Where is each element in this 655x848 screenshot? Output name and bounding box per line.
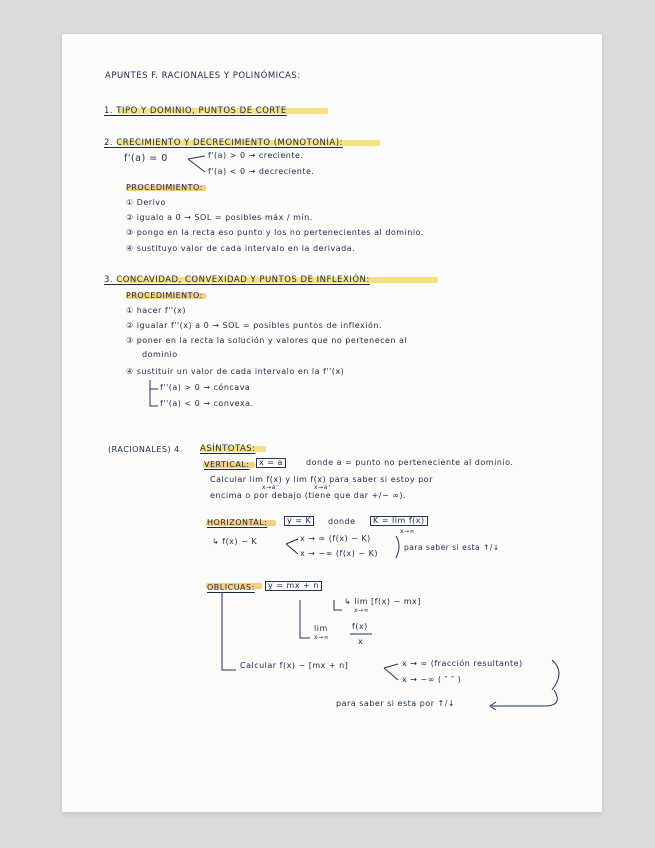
oblique-minus-inf: x → −∞ ( ″ ″ ) xyxy=(402,675,462,684)
oblique-n-formula: ↳ lim [f(x) − mx] xyxy=(344,597,421,606)
vertical-calc-2: encima o por debajo (tiene que dar +/− ∞). xyxy=(210,491,407,500)
page-title: APUNTES F. RACIONALES Y POLINÓMICAS: xyxy=(105,71,301,81)
oblique-calc: Calcular f(x) − [mx + n] xyxy=(240,661,349,670)
vertical-description: donde a = punto no perteneciente al dominio. xyxy=(306,458,514,467)
s3-step-1: ① hacer f''(x) xyxy=(126,306,187,315)
section-3-heading: 3. CONCAVIDAD, CONVEXIDAD Y PUNTOS DE INFLEXIÓN: xyxy=(104,275,370,285)
horizontal-where: donde xyxy=(328,517,356,526)
s2-step-1: ① Derivo xyxy=(126,198,166,207)
vertical-lim-right: x→a⁺ xyxy=(314,484,332,491)
vertical-calc-1: Calcular lim f(x) y lim f(x) para saber si estoy por xyxy=(210,475,433,484)
section-4-heading: ASÍNTOTAS: xyxy=(200,444,256,454)
oblique-plus-inf: x → ∞ (fracción resultante) xyxy=(402,659,523,668)
s2-step-3: ③ pongo en la recta eso punto y los no pertenecientes al dominio. xyxy=(126,228,424,237)
vertical-lim-left: x→a⁻ xyxy=(262,484,280,491)
s3-procedure-label: PROCEDIMIENTO: xyxy=(126,291,203,300)
s3-convex: f''(a) < 0 → convexa. xyxy=(160,399,254,408)
s3-step-3-cont: dominio xyxy=(142,350,178,359)
section-2-heading: 2. CRECIMIENTO Y DECRECIMIENTO (MONOTONÍA): xyxy=(104,138,343,148)
oblique-n-sub: x→∞ xyxy=(354,607,370,614)
vertical-equation: x = a xyxy=(256,458,286,468)
horizontal-difference: ↳ f(x) − K xyxy=(212,537,258,546)
notebook-page xyxy=(62,34,602,812)
horizontal-k-definition: K = lim f(x) xyxy=(370,516,428,526)
oblique-label: OBLICUAS: xyxy=(207,583,255,592)
s2-derivative-zero: f'(a) = 0 xyxy=(124,153,168,164)
s2-increasing: f'(a) > 0 → creciente. xyxy=(208,151,304,160)
s2-procedure-label: PROCEDIMIENTO: xyxy=(126,183,203,192)
s3-step-4: ④ sustituir un valor de cada intervalo en la f''(x) xyxy=(126,367,345,376)
s3-step-2: ② igualar f''(x) a 0 → SOL = posibles puntos de inflexión. xyxy=(126,321,383,330)
s4-prefix: (RACIONALES) 4. xyxy=(108,445,183,454)
s3-step-3: ③ poner en la recta la solución y valores que no pertenecen al xyxy=(126,336,408,345)
s2-step-2: ② igualo a 0 → SOL = posibles máx / mín. xyxy=(126,213,313,222)
oblique-m-denominator: x xyxy=(358,637,364,646)
oblique-m-numerator: f(x) xyxy=(352,622,368,631)
horizontal-label: HORIZONTAL: xyxy=(207,518,268,527)
s3-concave: f''(a) > 0 → cóncava xyxy=(160,383,251,392)
oblique-m-sub: x→∞ xyxy=(314,634,330,641)
horizontal-note: para saber si esta ↑/↓ xyxy=(404,543,500,552)
oblique-note: para saber si esta por ↑/↓ xyxy=(336,699,456,708)
horizontal-minus-inf: x → −∞ (f(x) − K) xyxy=(300,549,379,558)
s2-decreasing: f'(a) < 0 → decreciente. xyxy=(208,167,315,176)
horizontal-k-sub: x→∞ xyxy=(400,528,416,535)
oblique-equation: y = mx + n xyxy=(265,581,322,591)
horizontal-equation: y = K xyxy=(284,516,314,526)
oblique-m-lim: lim xyxy=(314,624,328,633)
vertical-label: VERTICAL: xyxy=(204,460,250,469)
section-1-heading: 1. TIPO Y DOMINIO, PUNTOS DE CORTE xyxy=(104,106,287,116)
s2-step-4: ④ sustituyo valor de cada intervalo en la derivada. xyxy=(126,244,356,253)
horizontal-plus-inf: x → ∞ (f(x) − K) xyxy=(300,534,371,543)
